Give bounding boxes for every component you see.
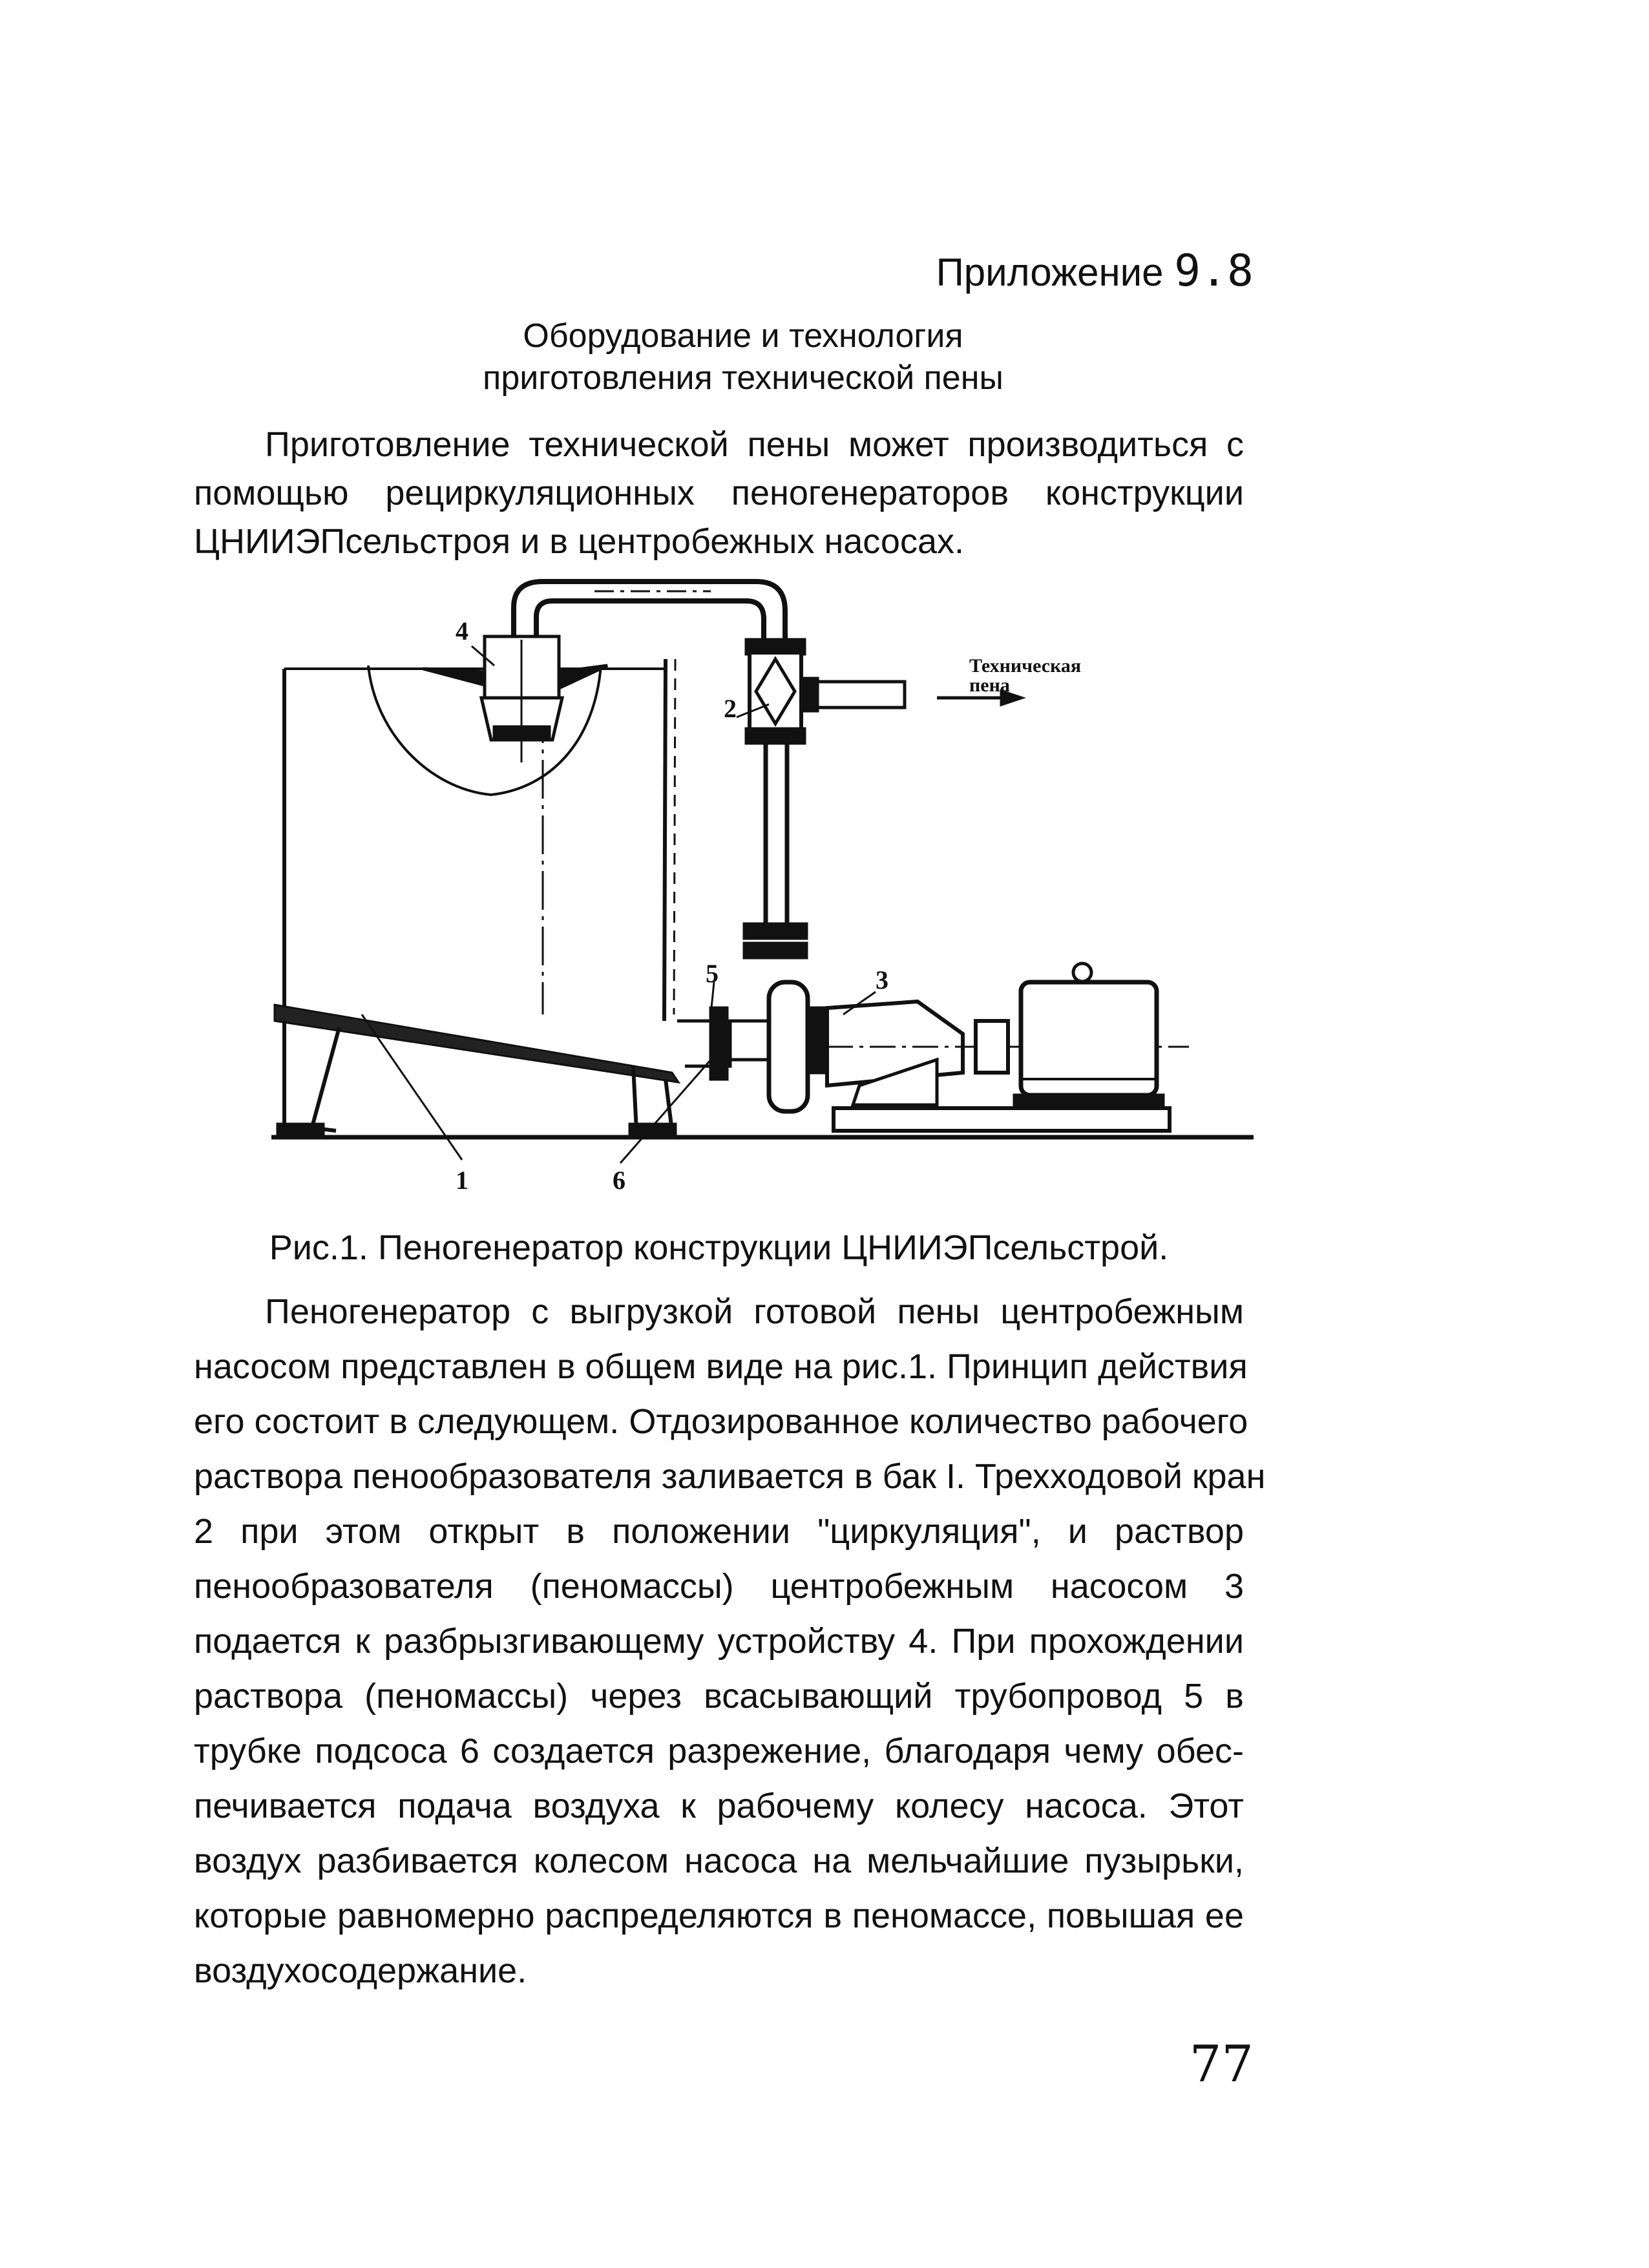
page-number: 77 (1189, 2035, 1254, 2094)
body-line: раствора пенообразователя заливается в бак I. Трехходовой кран (194, 1457, 1266, 1496)
body-line: насосом представлен в общем виде на рис.1. Принцип действия (194, 1347, 1248, 1386)
body-line: воздухосодержание. (194, 1951, 527, 1990)
appendix-number: 9.8 (1174, 246, 1254, 297)
body-line: печивается подача воздуха к рабочему колесу насоса. Этот (194, 1787, 1244, 1825)
body-line: Пеногенератор с выгрузкой готовой пены центробежным (265, 1292, 1244, 1331)
recirculation-pipe (514, 582, 785, 640)
body-line: воздух разбивается колесом насоса на мельчайшие пузырьки, (194, 1842, 1244, 1880)
label-2: 2 (724, 694, 737, 723)
base-frame (834, 1108, 1170, 1131)
electric-motor (1014, 963, 1163, 1108)
body-line: его состоит в следующем. Отдозированное количество рабочего (194, 1402, 1248, 1441)
intro-line-2: помощью рециркуляционных пеногенераторов конструкции (194, 474, 1244, 512)
body-line: 2 при этом открыт в положении "циркуляция", и раствор (194, 1512, 1244, 1551)
body-line: подается к разбрызгивающему устройству 4. При прохождении (194, 1622, 1244, 1661)
label-3: 3 (876, 965, 888, 994)
intro-line-3: ЦНИИЭПсельстроя и в центробежных насосах. (194, 522, 964, 561)
appendix-heading (808, 246, 1254, 297)
body-line: раствора (пеномассы) через всасывающий трубопровод 5 в (194, 1677, 1244, 1716)
appendix-label: Приложение (936, 251, 1164, 294)
label-1: 1 (456, 1166, 468, 1195)
foam-generator-diagram (258, 569, 1266, 1202)
body-line: пенообразователя (пеномассы) центробежным насосом 3 (194, 1567, 1244, 1606)
output-label-line-1: Техническая (969, 655, 1082, 677)
label-6: 6 (613, 1166, 625, 1195)
output-label-line-2: пена (969, 675, 1010, 696)
body-line: которые равномерно распределяются в пеномассе, повышая ее (194, 1896, 1244, 1935)
label-5: 5 (706, 959, 719, 988)
intro-line-1: Приготовление технической пены может производиться с (265, 425, 1244, 464)
body-line: трубке подсоса 6 создается разрежение, благодаря чему обес- (194, 1732, 1244, 1770)
figure-caption: Рис.1. Пеногенератор конструкции ЦНИИЭПсельстрой. (269, 1228, 1169, 1267)
tank (275, 659, 678, 1134)
label-4: 4 (456, 616, 468, 646)
page-title-line-1: Оборудование и технология (523, 317, 963, 355)
page-title-line-2: приготовления технической пены (483, 359, 1003, 397)
vertical-pipe (744, 743, 806, 958)
spray-device (423, 636, 607, 762)
